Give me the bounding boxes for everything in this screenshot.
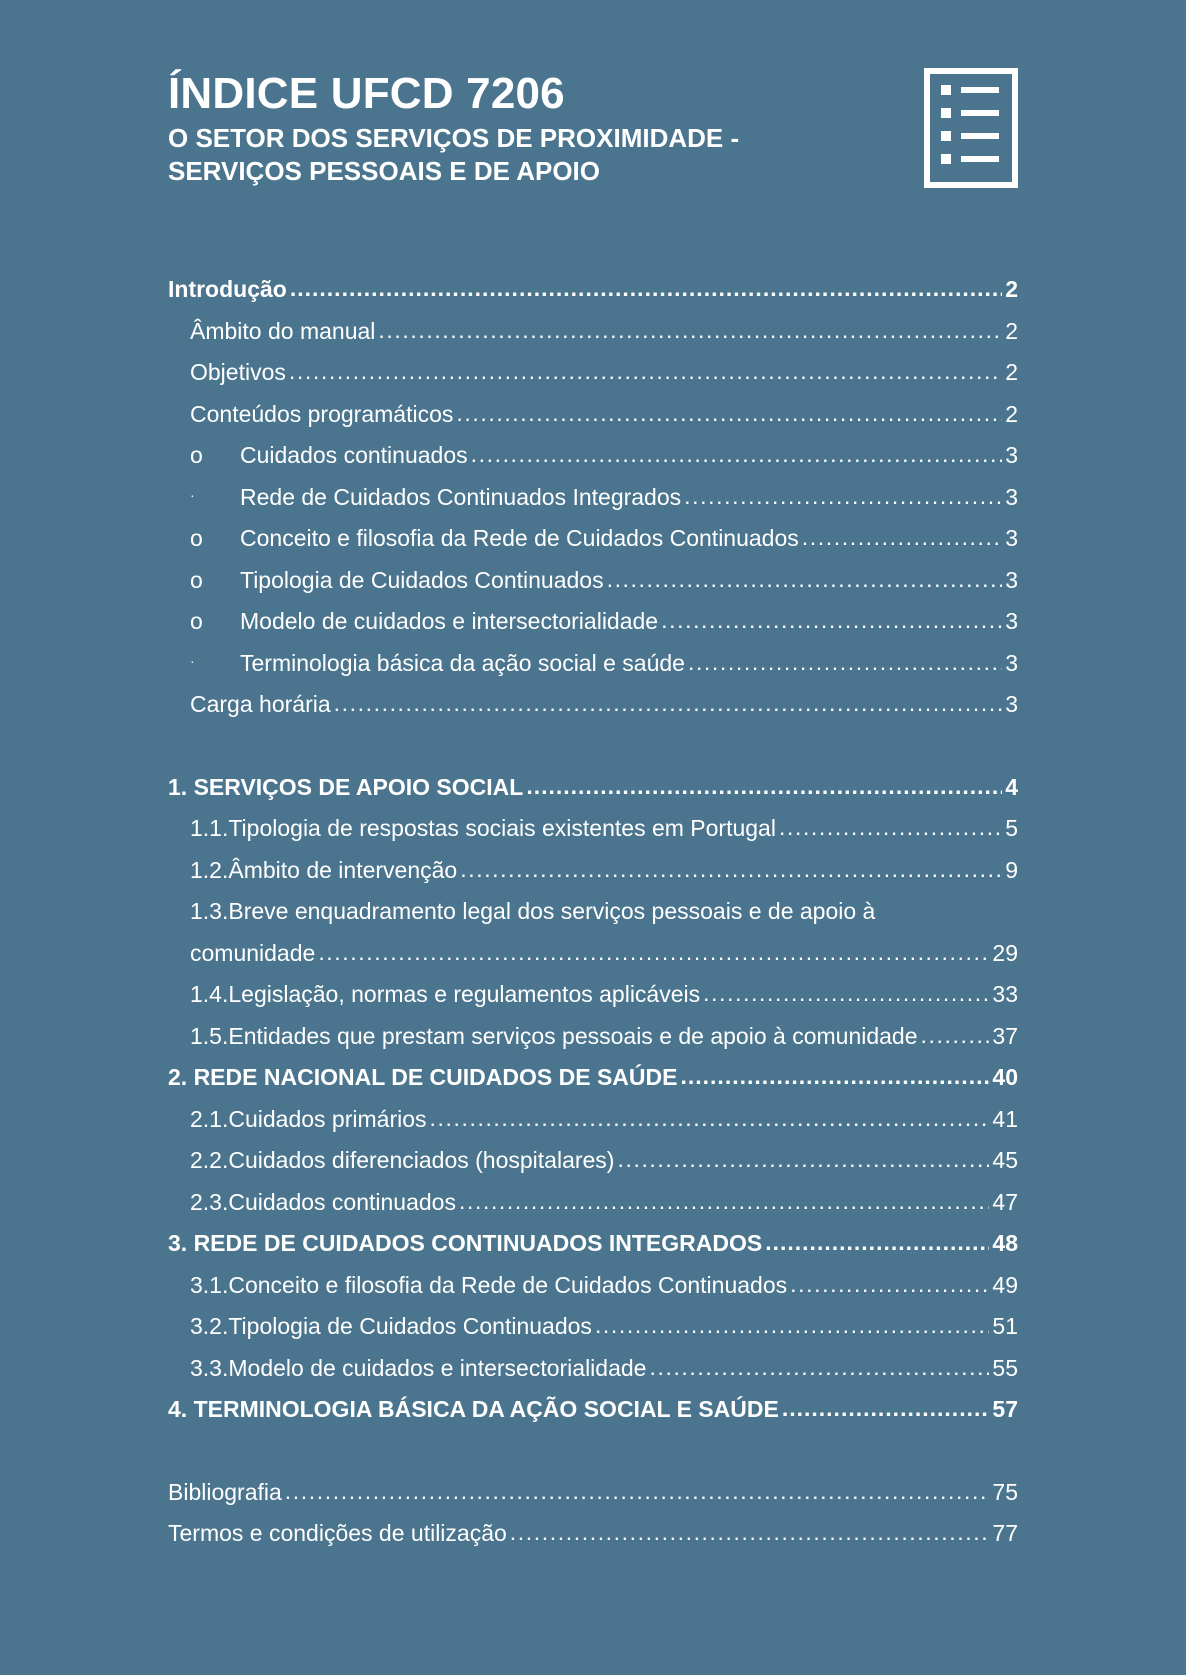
- toc-entry-1-3[interactable]: 1.3.Breve enquadramento legal dos serviços pessoais e de apoio à: [190, 898, 876, 924]
- toc-entry-chapter-3[interactable]: 3. REDE DE CUIDADOS CONTINUADOS INTEGRADOS ..... 48: [168, 1230, 1018, 1272]
- toc-entry-chapter-1[interactable]: 1. SERVIÇOS DE APOIO SOCIAL ..... 4: [168, 774, 1018, 816]
- circle-bullet: o: [190, 525, 203, 551]
- toc-entry-conceito-filosofia[interactable]: o Conceito e filosofia da Rede de Cuidados Continuados ..... 3: [168, 525, 1018, 567]
- toc-entry-2-1[interactable]: 2.1.Cuidados primários ..... 41: [168, 1106, 1018, 1148]
- circle-bullet: o: [190, 608, 203, 634]
- table-of-contents: [168, 276, 1018, 1562]
- toc-entry-2-3[interactable]: 2.3.Cuidados continuados ..... 47: [168, 1189, 1018, 1231]
- toc-entry-introducao[interactable]: Introdução ..... 2: [168, 276, 1018, 318]
- toc-entry-modelo-cuidados[interactable]: o Modelo de cuidados e intersectorialidade ..... 3: [168, 608, 1018, 650]
- toc-entry-3-3[interactable]: 3.3.Modelo de cuidados e intersectorialidade ..... 55: [168, 1355, 1018, 1397]
- toc-entry-rede-cuidados-continuados-integrados[interactable]: · Rede de Cuidados Continuados Integrados ..... 3: [168, 484, 1018, 526]
- toc-entry-chapter-2[interactable]: 2. REDE NACIONAL DE CUIDADOS DE SAÚDE ..... 40: [168, 1064, 1018, 1106]
- page-header: [168, 66, 868, 188]
- page-title: ÍNDICE UFCD 7206: [168, 69, 565, 118]
- circle-bullet: o: [190, 566, 203, 593]
- toc-entry-cuidados-continuados[interactable]: o Cuidados continuados ..... 3: [168, 442, 1018, 484]
- page-subtitle-line-2: SERVIÇOS PESSOAIS E DE APOIO: [168, 156, 601, 186]
- toc-entry-2-2[interactable]: 2.2.Cuidados diferenciados (hospitalares) ..... 45: [168, 1147, 1018, 1189]
- dot-bullet: ·: [190, 486, 195, 503]
- toc-entry-1-3-continued[interactable]: comunidade ..... 29: [168, 940, 1018, 982]
- toc-entry-termos-condicoes[interactable]: Termos e condições de utilização ..... 77: [168, 1520, 1018, 1562]
- toc-entry-1-2[interactable]: 1.2.Âmbito de intervenção ..... 9: [168, 857, 1018, 899]
- toc-entry-objetivos[interactable]: Objetivos ..... 2: [168, 359, 1018, 401]
- toc-entry-bibliografia[interactable]: Bibliografia ..... 75: [168, 1479, 1018, 1521]
- toc-entry-chapter-4[interactable]: 4. TERMINOLOGIA BÁSICA DA AÇÃO SOCIAL E SAÚDE ..... 57: [168, 1396, 1018, 1438]
- toc-entry-ambito-do-manual[interactable]: Âmbito do manual ..... 2: [168, 318, 1018, 360]
- toc-entry-tipologia[interactable]: o Tipologia de Cuidados Continuados ..... 3: [168, 567, 1018, 609]
- toc-entry-terminologia[interactable]: · Terminologia básica da ação social e saúde ..... 3: [168, 650, 1018, 692]
- list-document-icon: [924, 68, 1018, 188]
- toc-entry-1-4[interactable]: 1.4.Legislação, normas e regulamentos aplicáveis ..... 33: [168, 981, 1018, 1023]
- toc-entry-carga-horaria[interactable]: Carga horária ..... 3: [168, 691, 1018, 733]
- page-subtitle-line-1: O SETOR DOS SERVIÇOS DE PROXIMIDADE -: [168, 123, 740, 153]
- circle-bullet: o: [190, 442, 203, 468]
- toc-entry-conteudos-programaticos[interactable]: Conteúdos programáticos ..... 2: [168, 401, 1018, 443]
- toc-entry-1-5[interactable]: 1.5.Entidades que prestam serviços pessoais e de apoio à comunidade ..... 37: [168, 1023, 1018, 1065]
- toc-entry-1-1[interactable]: 1.1.Tipologia de respostas sociais existentes em Portugal ..... 5: [168, 815, 1018, 857]
- toc-entry-3-1[interactable]: 3.1.Conceito e filosofia da Rede de Cuidados Continuados ..... 49: [168, 1272, 1018, 1314]
- toc-entry-3-2[interactable]: 3.2.Tipologia de Cuidados Continuados ..... 51: [168, 1313, 1018, 1355]
- dot-bullet: ·: [190, 652, 195, 669]
